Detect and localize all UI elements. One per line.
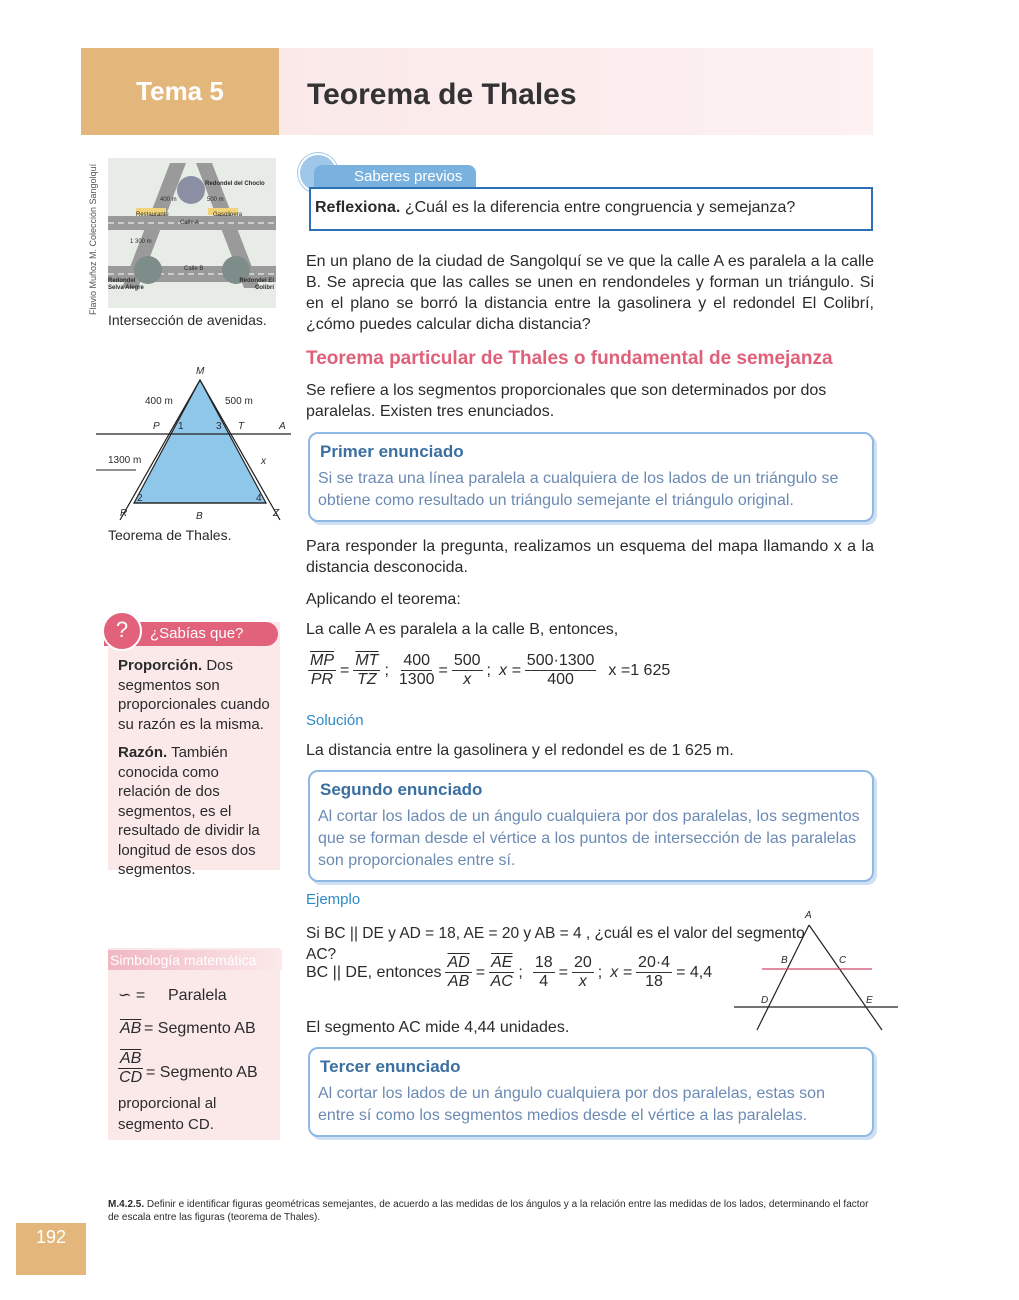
map-label-selva: Redondel Selva Alegre <box>108 278 144 291</box>
map-label-calle-b: Calle B <box>184 266 204 272</box>
reflexiona-box <box>309 187 873 231</box>
formula2-result: = 4,4 <box>676 963 713 981</box>
sym-ratio-tail: proporcional al segmento CD. <box>118 1095 217 1133</box>
eq-2: = <box>438 661 448 679</box>
frac-mp-pr <box>308 652 336 689</box>
frac-x: x <box>463 671 472 688</box>
frac-ad: $\overline{AD}$ <box>447 954 470 971</box>
reflexiona-question: ¿Cuál es la diferencia entre congruencia y semejanza? <box>404 199 796 216</box>
sym-segment-text: = Segmento AB <box>144 1020 256 1037</box>
primer-text: Si se traza una línea paralela a cualquiera de los lados de un triángulo se obtiene como resultado un triángulo semejante el triángulo original. <box>318 470 839 509</box>
formula-ejemplo <box>306 954 712 991</box>
frac-mp: $\overline{MP}$ <box>310 652 334 669</box>
map-label-restaurante: Restaurante <box>136 212 169 218</box>
semi-4: ; <box>597 963 603 981</box>
frac-20: 20 <box>574 954 592 971</box>
segundo-box <box>308 770 874 882</box>
section-intro: Se refiere a los segmentos proporcionales que son determinados por dos paralelas. Existen tres enunciados. <box>306 382 827 420</box>
fig-label-p: P <box>153 421 160 432</box>
sabias-razon <box>118 743 274 880</box>
proporcion-def: Dos segmentos son proporcionales cuando su razón es la misma. <box>118 657 270 733</box>
frac-mt-tz <box>353 652 380 689</box>
reflexiona-bold: Reflexiona. <box>315 199 401 216</box>
map-caption: Intersección de avenidas. <box>108 312 267 328</box>
segmento-ac-text: El segmento AC mide 4,44 unidades. <box>306 1019 570 1036</box>
frac-mt: $\overline{MT}$ <box>355 652 379 669</box>
semi-1: ; <box>384 661 389 679</box>
segundo-text: Al cortar los lados de un ángulo cualquiera por dos paralelas, los segmentos que se forman desde el vértice a los puntos de intersección de las paralelas son proporcionales entre sí. <box>318 808 860 869</box>
solucion-label: Solución <box>306 712 364 729</box>
fig-label-500: 500 m <box>225 396 253 407</box>
frac-ac: AC <box>490 973 513 990</box>
sym-ratio <box>118 1050 143 1087</box>
frac-ad-ab <box>445 954 471 991</box>
frac-x2: x <box>578 973 587 990</box>
frac-400-1300 <box>399 652 435 689</box>
fig-label-b: B <box>196 511 203 522</box>
sym-parallel-text: Paralela <box>168 987 227 1004</box>
calle-text: La calle A es paralela a la calle B, entonces, <box>306 621 619 638</box>
razon-term: Razón. <box>118 744 168 761</box>
solucion-text: La distancia entre la gasolinera y el redondel es de 1 625 m. <box>306 742 734 759</box>
primer-title: Primer enunciado <box>320 442 464 461</box>
ej-label-b: B <box>781 955 788 966</box>
frac-calc-num: 500·1300 <box>526 652 595 669</box>
frac-calc-den: 400 <box>547 671 574 688</box>
primer-box <box>308 432 874 522</box>
eq-4: = <box>558 963 568 981</box>
sym-ratio-num: $\overline{AB}$ <box>120 1050 142 1067</box>
fig-label-4: 4 <box>256 493 262 504</box>
razon-def: También conocida como relación de dos segmentos, es el resultado de dividir la longitud de esos dos segmentos. <box>118 744 260 878</box>
tercer-text: Al cortar los lados de un ángulo cualquiera por dos paralelas, estas son entre sí como los segmentos medios desde el vértice a las paralelas. <box>318 1085 825 1124</box>
ejemplo-question: Si BC || DE y AD = 18, AE = 20 y AB = 4 , ¿cuál es el valor del segmento AC? <box>306 925 805 963</box>
thales-caption: Teorema de Thales. <box>108 527 232 543</box>
map-label-choclo: Redondel del Choclo <box>205 181 265 187</box>
fig-label-1300: 1300 m <box>108 455 142 466</box>
saberes-label: Saberes previos <box>314 165 476 188</box>
fig-label-r: R <box>120 508 128 519</box>
formula1-result: x =1 625 <box>608 661 671 679</box>
sym-segment: $\overline{AB}$ <box>120 1020 142 1037</box>
ej-label-a: A <box>805 910 812 921</box>
respuesta-paragraph: Para responder la pregunta, realizamos un esquema del mapa llamando x a la distancia desconocida. <box>306 538 874 576</box>
fig-label-a: A <box>279 421 286 432</box>
frac-500: 500 <box>453 652 481 669</box>
frac-18-4 <box>533 954 555 991</box>
tercer-title: Tercer enunciado <box>320 1057 461 1076</box>
fig-label-2: 2 <box>137 493 143 504</box>
x-eq: x = <box>499 661 521 679</box>
ej-label-d: D <box>761 995 769 1006</box>
frac-ae-ac <box>489 954 514 991</box>
section-title: Teorema particular de Thales o fundamental de semejanza <box>306 348 833 369</box>
page-number: 192 <box>16 1223 86 1275</box>
frac-calc2-den: 18 <box>645 973 663 990</box>
frac-4: 4 <box>539 973 549 990</box>
simbologia-label: Simbología matemática <box>108 950 282 970</box>
footer-note <box>108 1198 876 1224</box>
frac-1300: 1300 <box>398 671 435 688</box>
map-label-calle-a: Calle A <box>180 220 200 226</box>
frac-18: 18 <box>534 954 553 971</box>
formula2-lhs: BC || DE, entonces <box>306 963 442 981</box>
frac-500-x <box>452 652 483 689</box>
map-label-gasolinera: Gasolinera <box>213 212 243 218</box>
semi-3: ; <box>518 963 523 981</box>
tercer-box <box>308 1047 874 1137</box>
semi-2: ; <box>486 661 491 679</box>
fig-label-3: 3 <box>216 421 222 432</box>
map-label-400: 400 m <box>160 197 177 203</box>
footer-code: M.4.2.5. <box>108 1199 145 1210</box>
aplicando-text: Aplicando el teorema: <box>306 591 461 608</box>
tema-label: Tema 5 <box>136 76 224 106</box>
sym-ratio-den: CD <box>119 1069 143 1086</box>
sabias-proporcion <box>118 656 274 734</box>
eq-3: = <box>475 963 486 981</box>
fig-label-z: Z <box>273 508 280 519</box>
tema-tab <box>81 48 279 135</box>
sabias-label: ¿Sabías que? <box>150 625 244 642</box>
fig-label-t: T <box>238 421 245 432</box>
ej-label-e: E <box>866 995 873 1006</box>
question-icon: ? <box>102 611 142 651</box>
proporcion-term: Proporción. <box>118 657 203 674</box>
frac-20-x <box>572 954 594 991</box>
ejemplo-label: Ejemplo <box>306 891 361 908</box>
map-label-1300: 1 300 m <box>130 239 152 245</box>
footer-text: Definir e identificar figuras geométricas semejantes, de acuerdo a las medidas de los ángulos y a la relación entre las medidas de los lados, determinando el factor de escala entre las figuras (teorema de Thales). <box>108 1199 869 1223</box>
reflexiona-text <box>311 189 871 217</box>
ejemplo-figure <box>732 915 902 1035</box>
frac-ae: $\overline{AE}$ <box>491 954 513 971</box>
fig-label-400: 400 m <box>145 396 173 407</box>
thales-figure <box>96 365 296 525</box>
frac-pr: PR <box>310 671 334 688</box>
frac-ab: AB <box>447 973 470 990</box>
sym-ratio-text: = Segmento AB <box>146 1064 258 1081</box>
intro-paragraph: En un plano de la ciudad de Sangolquí se ve que la calle A es paralela a la calle B. Se aprecia que las calles se unen en rendondeles y forman un triángulo. Si en el plano se borró la distancia entre la gasolinera y el redondel El Colibrí, ¿cómo puedes calcular dicha distancia? <box>306 253 874 333</box>
page-title: Teorema de Thales <box>307 78 577 111</box>
map-label-colibri: Redondel El Colibrí <box>239 278 274 291</box>
fig-label-m: M <box>196 366 205 377</box>
segundo-title: Segundo enunciado <box>320 780 483 799</box>
fig-label-x: x <box>261 456 266 467</box>
fig-label-1: 1 <box>178 421 184 432</box>
sym-parallel: ∽ = <box>118 987 146 1004</box>
frac-calc2-num: 20·4 <box>638 954 671 971</box>
eq-1: = <box>340 661 350 679</box>
ej-label-c: C <box>839 955 847 966</box>
map-credit: Flavio Muñoz M. Colección Sangolquí <box>88 163 98 315</box>
frac-calc <box>525 652 597 689</box>
frac-400: 400 <box>403 652 431 669</box>
formula-thales <box>308 652 670 689</box>
frac-tz: TZ <box>357 671 377 688</box>
map-label-500: 500 m <box>207 197 224 203</box>
x-eq-2: x = <box>610 963 633 981</box>
frac-calc2 <box>636 954 672 991</box>
